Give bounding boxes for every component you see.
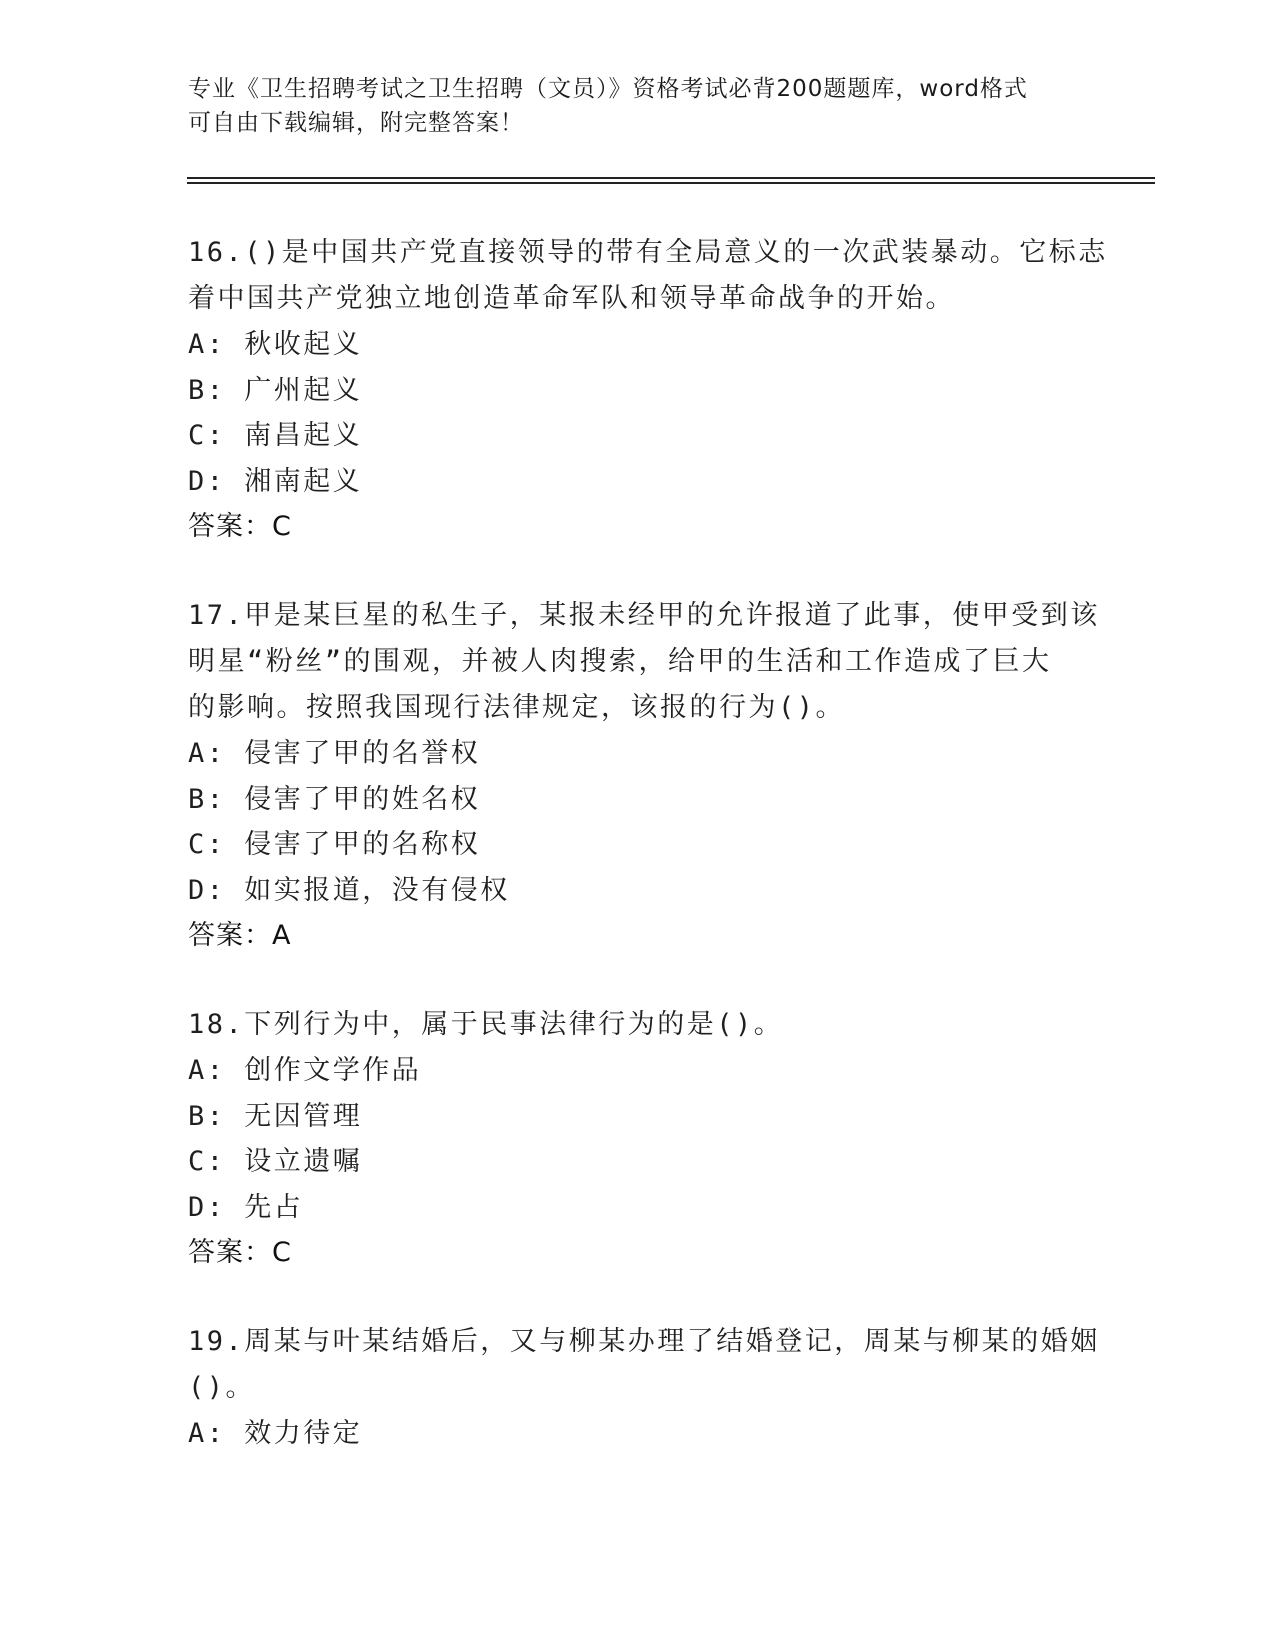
question-stem-line: 着中国共产党独立地创造革命军队和领导革命战争的开始。 [188,283,955,314]
option-d: D: 湘南起义 [188,465,363,497]
question-stem-line: 19.周某与叶某结婚后，又与柳某办理了结婚登记，周某与柳某的婚姻 [188,1326,1100,1357]
question-stem-line: 17.甲是某巨星的私生子，某报未经甲的允许报道了此事，使甲受到该 [188,600,1100,631]
option-a: A: 创作文学作品 [188,1055,422,1086]
option-c: C: 南昌起义 [188,420,363,451]
question-spacer [188,550,1088,593]
option-c: C: 设立遗嘱 [188,1146,363,1177]
question-18 [188,1002,1088,1276]
question-stem-line: ()。 [188,1372,256,1403]
option-b: B: 无因管理 [188,1100,363,1132]
question-stem-line: 的影响。按照我国现行法律规定，该报的行为()。 [188,692,846,723]
question-spacer [188,959,1088,1002]
answer-label: 答案：C [188,1237,292,1268]
option-d: D: 先占 [188,1191,304,1223]
question-spacer [188,1276,1088,1319]
option-a: A: 效力待定 [188,1418,363,1449]
header-line-1: 专业《卫生招聘考试之卫生招聘（文员）》资格考试必背200题题库，word格式 [188,76,1028,102]
answer-label: 答案：A [188,920,292,951]
option-a: A: 侵害了甲的名誉权 [188,738,481,769]
header-divider-bottom [187,182,1155,184]
question-19 [188,1319,1100,1457]
answer-label: 答案：C [188,511,292,542]
option-d: D: 如实报道，没有侵权 [188,874,510,906]
option-c: C: 侵害了甲的名称权 [188,829,481,860]
header-line-2: 可自由下载编辑，附完整答案！ [188,110,524,136]
question-stem-line: 16.()是中国共产党直接领导的带有全局意义的一次武装暴动。它标志 [188,237,1108,268]
question-stem-line: 明星“粉丝”的围观，并被人肉搜索，给甲的生活和工作造成了巨大 [188,646,1052,677]
header-divider-top [187,177,1155,179]
option-a: A: 秋收起义 [188,329,363,360]
question-stem-line: 18.下列行为中，属于民事法律行为的是()。 [188,1009,784,1040]
document-header [188,72,1068,140]
option-b: B: 侵害了甲的姓名权 [188,783,481,815]
question-list [188,230,1108,1457]
question-17 [188,593,1100,959]
question-16 [188,230,1108,550]
option-b: B: 广州起义 [188,374,363,406]
